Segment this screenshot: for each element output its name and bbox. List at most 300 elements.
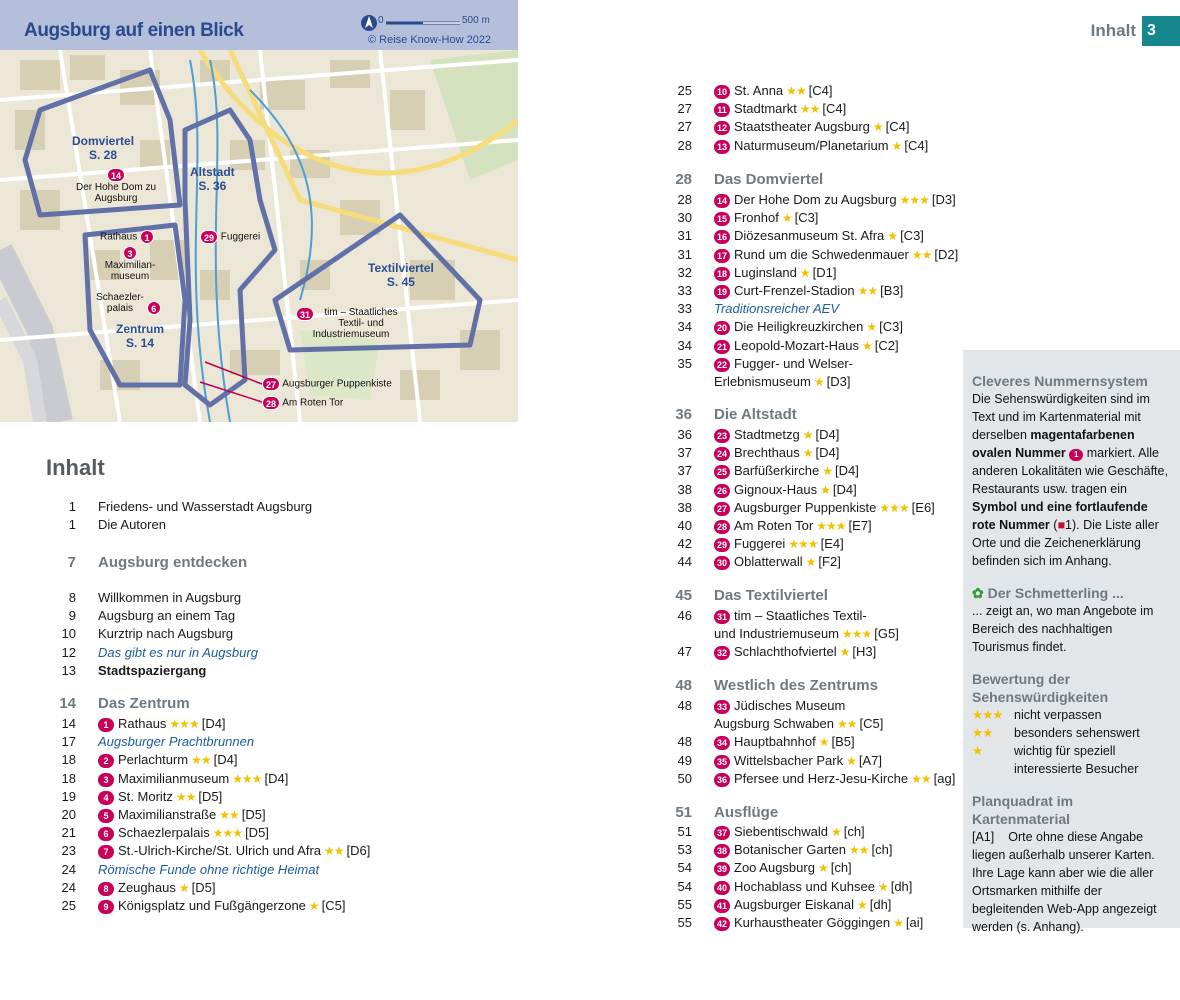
toc-title: Gignoux-Haus bbox=[734, 481, 818, 497]
numbering-bold-b: Symbol und eine fortlaufende rote Nummer bbox=[972, 500, 1148, 532]
toc-page: 49 bbox=[677, 752, 692, 768]
toc-entry[interactable] bbox=[658, 100, 846, 118]
map-grid-ref: [C4] bbox=[808, 83, 833, 98]
toc-entry[interactable] bbox=[42, 589, 241, 607]
toc-text bbox=[714, 318, 903, 336]
numbering-title: Cleveres Nummernsystem bbox=[972, 373, 1148, 389]
map-grid-ref: [D4] bbox=[832, 481, 857, 497]
toc-entry[interactable] bbox=[658, 355, 853, 373]
toc-page: 50 bbox=[677, 770, 692, 786]
map-background bbox=[0, 0, 518, 422]
rating-stars-icon: ★ bbox=[805, 555, 816, 570]
toc-title: Königsplatz und Fußgängerzone bbox=[118, 898, 306, 913]
toc-text bbox=[714, 841, 893, 859]
toc-title: Zoo Augsburg bbox=[734, 860, 815, 876]
section-title: Westlich des Zentrums bbox=[714, 677, 878, 694]
toc-entry[interactable] bbox=[658, 118, 909, 136]
toc-title: St. Moritz bbox=[118, 788, 173, 804]
toc-entry[interactable] bbox=[658, 896, 891, 914]
toc-entry[interactable] bbox=[658, 841, 893, 859]
toc-page: 27 bbox=[677, 101, 692, 117]
rating-stars-icon: ★★★ bbox=[788, 537, 818, 552]
toc-section-heading[interactable] bbox=[42, 553, 247, 573]
poi-puppenkiste[interactable] bbox=[262, 377, 392, 391]
sight-number-badge: 20 bbox=[714, 321, 730, 335]
sight-number-badge: 11 bbox=[714, 103, 730, 117]
toc-entry[interactable] bbox=[42, 842, 370, 860]
map-grid-ref: [D5] bbox=[198, 788, 223, 804]
rating-stars-icon: ★ bbox=[802, 446, 813, 461]
rating-stars-icon: ★★★ bbox=[972, 708, 1003, 722]
toc-entry[interactable] bbox=[42, 715, 226, 733]
map-grid-ref: [C5] bbox=[859, 716, 884, 732]
toc-text bbox=[98, 644, 258, 662]
toc-entry[interactable] bbox=[658, 373, 850, 391]
rating-stars-icon: ★ bbox=[817, 861, 828, 876]
toc-text bbox=[714, 191, 956, 209]
toc-section-heading[interactable] bbox=[658, 676, 878, 696]
map-grid-ref: [C4] bbox=[822, 101, 847, 117]
map-grid-ref: [D5] bbox=[191, 879, 216, 895]
map-grid-ref: [C2] bbox=[874, 337, 899, 353]
rating-stars-icon: ★★ bbox=[836, 717, 857, 732]
sight-number-badge: 36 bbox=[714, 773, 730, 787]
sight-number-badge: 42 bbox=[714, 917, 730, 931]
toc-entry[interactable] bbox=[658, 878, 912, 896]
sight-number-badge: 38 bbox=[714, 844, 730, 858]
map-grid-ref: [A7] bbox=[858, 752, 882, 768]
toc-page: 44 bbox=[677, 554, 692, 570]
toc-entry[interactable] bbox=[658, 264, 837, 282]
toc-title: Hauptbahnhof bbox=[734, 734, 816, 750]
toc-page: 54 bbox=[677, 860, 692, 876]
toc-title: Fronhof bbox=[734, 210, 779, 226]
toc-entry[interactable] bbox=[658, 227, 924, 245]
magenta-pin-icon: 1 bbox=[1069, 449, 1083, 461]
area-page: S. 45 bbox=[386, 275, 415, 289]
toc-page: 34 bbox=[677, 337, 692, 353]
rating-stars-icon: ★★★ bbox=[899, 193, 929, 207]
toc-title: Die Heiligkreuzkirchen bbox=[734, 319, 864, 335]
toc-title: Maximilianstraße bbox=[118, 807, 217, 822]
sight-number-badge: 22 bbox=[714, 358, 730, 372]
sight-number-badge: 10 bbox=[714, 85, 730, 99]
toc-title: Rund um die Schwedenmauer bbox=[734, 246, 909, 262]
toc-page: 20 bbox=[61, 807, 76, 822]
poi-label: Rathaus bbox=[100, 231, 138, 243]
section-page: 48 bbox=[675, 677, 692, 694]
toc-text bbox=[714, 715, 883, 733]
toc-title: Friedens- und Wasserstadt Augsburg bbox=[98, 499, 313, 514]
toc-section-heading[interactable] bbox=[42, 694, 190, 714]
toc-text bbox=[714, 697, 845, 715]
rating-title bbox=[972, 670, 1170, 706]
sight-number-badge: 4 bbox=[98, 791, 114, 805]
rating-description: interessierte Besucher bbox=[1014, 762, 1139, 776]
toc-page: 48 bbox=[677, 734, 692, 750]
rating-legend bbox=[972, 706, 1170, 778]
poi-number: 28 bbox=[262, 396, 280, 410]
toc-entry[interactable] bbox=[658, 300, 839, 318]
toc-entry[interactable] bbox=[658, 426, 839, 444]
rating-stars-icon: ★ bbox=[866, 320, 877, 335]
toc-entry[interactable] bbox=[42, 662, 206, 680]
toc-title: Augsburger Puppenkiste bbox=[734, 499, 877, 515]
rating-stars-icon: ★ bbox=[799, 265, 810, 280]
toc-page: 25 bbox=[61, 898, 76, 913]
toc-page: 24 bbox=[61, 861, 76, 877]
sight-number-badge: 26 bbox=[714, 484, 730, 498]
rating-description: wichtig für speziell bbox=[1014, 744, 1116, 758]
section-page: 36 bbox=[675, 406, 692, 423]
toc-page: 40 bbox=[677, 518, 692, 533]
rating-stars-icon: ★★★ bbox=[842, 627, 872, 642]
rating-stars-icon: ★ bbox=[820, 482, 830, 497]
area-zentrum[interactable] bbox=[116, 322, 164, 350]
toc-text bbox=[98, 897, 346, 915]
toc-title: und Industriemuseum bbox=[714, 626, 840, 642]
toc-title: Fugger- und Welser- bbox=[734, 355, 853, 371]
rating-stars-icon: ★ bbox=[891, 138, 902, 153]
toc-text bbox=[714, 227, 924, 245]
sight-number-badge: 39 bbox=[714, 862, 730, 876]
rating-stars-icon: ★ bbox=[856, 897, 867, 912]
map-title: Augsburg auf einen Blick bbox=[24, 20, 244, 41]
poi-schaezlerpalais[interactable] bbox=[96, 292, 166, 315]
toc-entry[interactable] bbox=[658, 209, 818, 227]
toc-title: Siebentischwald bbox=[734, 824, 828, 839]
area-page: S. 28 bbox=[89, 148, 118, 162]
toc-page: 37 bbox=[677, 445, 692, 461]
toc-entry[interactable] bbox=[42, 625, 233, 643]
grid-text bbox=[972, 828, 1170, 936]
toc-text bbox=[714, 914, 923, 932]
area-name: Altstadt bbox=[190, 165, 235, 179]
rating-stars-icon: ★ bbox=[308, 899, 319, 913]
toc-entry[interactable] bbox=[658, 337, 899, 355]
toc-text bbox=[98, 788, 222, 806]
toc-text bbox=[714, 896, 891, 914]
poi-number: 29 bbox=[200, 230, 218, 244]
toc-title: Naturmuseum/Planetarium bbox=[734, 137, 889, 153]
map-grid-ref: [D6] bbox=[346, 843, 371, 859]
toc-page: 53 bbox=[677, 842, 692, 858]
rating-stars-icon: ★ bbox=[872, 120, 883, 135]
toc-entry[interactable] bbox=[658, 770, 955, 788]
toc-entry[interactable] bbox=[658, 607, 867, 625]
map-grid-ref: [C3] bbox=[879, 319, 903, 335]
toc-title: Das gibt es nur in Augsburg bbox=[98, 644, 258, 660]
toc-title: Willkommen in Augsburg bbox=[98, 590, 242, 605]
toc-text bbox=[714, 337, 899, 355]
toc-entry[interactable] bbox=[658, 535, 844, 553]
toc-entry[interactable] bbox=[42, 644, 258, 662]
toc-title: Jüdisches Museum bbox=[734, 698, 846, 713]
toc-text bbox=[714, 246, 958, 264]
toc-page: 10 bbox=[61, 626, 76, 642]
grid-body: Orte ohne diese Angabe liegen außerhalb unserer Karten. Ihre Lage kann aber wie die aller Ortsmarken mithilfe der begleitenden Web-App angezeigt werden (s. Anhang). bbox=[972, 830, 1157, 934]
toc-text bbox=[714, 118, 909, 136]
toc-page: 31 bbox=[677, 246, 692, 262]
toc-text bbox=[714, 770, 955, 788]
toc-section-heading[interactable] bbox=[658, 586, 828, 606]
sight-number-badge: 33 bbox=[714, 700, 730, 714]
toc-entry[interactable] bbox=[658, 82, 833, 100]
map-grid-ref: [D5] bbox=[241, 807, 266, 822]
toc-text bbox=[714, 462, 859, 480]
map-grid-ref: [ag] bbox=[933, 770, 956, 786]
map-grid-ref: [C5] bbox=[321, 898, 346, 913]
poi-number: 27 bbox=[262, 377, 280, 391]
page-header-label: Inhalt bbox=[1090, 21, 1136, 40]
rating-stars-icon: ★ bbox=[893, 916, 903, 930]
map-grid-ref: [C3] bbox=[900, 228, 924, 244]
toc-heading: Inhalt bbox=[46, 455, 105, 480]
poi-number: 1 bbox=[140, 230, 154, 244]
toc-text bbox=[714, 823, 865, 841]
toc-entry[interactable] bbox=[658, 625, 899, 643]
toc-text bbox=[714, 373, 850, 391]
toc-title: Schlachthofviertel bbox=[734, 644, 837, 660]
numbering-pin2: 1 bbox=[1065, 518, 1072, 532]
toc-entry[interactable] bbox=[658, 697, 845, 715]
poi-number: 3 bbox=[123, 246, 137, 260]
toc-title: Der Hohe Dom zu Augsburg bbox=[734, 192, 897, 207]
toc-text bbox=[714, 535, 844, 553]
toc-entry[interactable] bbox=[658, 643, 876, 661]
rating-stars-icon: ★★ bbox=[799, 102, 820, 117]
toc-page: 25 bbox=[677, 83, 692, 98]
toc-entry[interactable] bbox=[42, 770, 288, 788]
sight-number-badge: 40 bbox=[714, 881, 730, 895]
butterfly-icon: ✿ bbox=[972, 585, 984, 601]
toc-title: Stadtmarkt bbox=[734, 101, 797, 117]
toc-entry[interactable] bbox=[42, 897, 346, 915]
sight-number-badge: 27 bbox=[714, 502, 730, 516]
toc-section-heading[interactable] bbox=[658, 170, 823, 190]
toc-page: 9 bbox=[68, 608, 76, 624]
toc-title: Wittelsbacher Park bbox=[734, 752, 844, 768]
poi-label: Der Hohe Dom zu Augsburg bbox=[75, 182, 157, 204]
toc-entry[interactable] bbox=[658, 517, 872, 535]
toc-text bbox=[98, 516, 166, 534]
toc-entry[interactable] bbox=[42, 733, 254, 751]
section-page: 14 bbox=[59, 695, 76, 712]
map-grid-ref: [ch] bbox=[830, 860, 852, 876]
area-name: Zentrum bbox=[116, 322, 164, 336]
area-page: S. 36 bbox=[198, 179, 227, 193]
toc-page: 17 bbox=[61, 734, 76, 750]
red-symbol-icon: ■ bbox=[1057, 518, 1066, 532]
map-grid-ref: [C4] bbox=[904, 137, 929, 153]
toc-entry[interactable] bbox=[42, 806, 266, 824]
overview-map bbox=[0, 0, 518, 422]
toc-page: 42 bbox=[677, 536, 692, 552]
section-page: 28 bbox=[675, 171, 692, 188]
page-header bbox=[1091, 16, 1180, 46]
poi-label: Am Roten Tor bbox=[282, 397, 344, 409]
section-title: Das Domviertel bbox=[714, 171, 824, 188]
map-grid-ref: [B3] bbox=[880, 283, 904, 298]
toc-page: 32 bbox=[677, 264, 692, 280]
sight-number-badge: 18 bbox=[714, 267, 730, 281]
rating-legend-row bbox=[972, 706, 1170, 724]
toc-text bbox=[714, 137, 928, 155]
rating-title-b: Sehenswürdigkeiten bbox=[972, 689, 1109, 705]
poi-label: tim – Staatliches Textil- und Industriemuseum bbox=[312, 307, 398, 340]
toc-title: Rathaus bbox=[118, 716, 167, 731]
sight-number-badge: 13 bbox=[714, 140, 730, 154]
sight-number-badge: 25 bbox=[714, 465, 730, 479]
toc-title: Pfersee und Herz-Jesu-Kirche bbox=[734, 770, 909, 786]
area-name: Domviertel bbox=[72, 134, 135, 148]
toc-title: Staatstheater Augsburg bbox=[734, 119, 870, 135]
toc-entry[interactable] bbox=[658, 823, 865, 841]
toc-entry[interactable] bbox=[658, 553, 841, 571]
toc-title: Am Roten Tor bbox=[734, 518, 814, 533]
grid-label: [A1] bbox=[972, 830, 995, 844]
toc-entry[interactable] bbox=[658, 752, 882, 770]
toc-page: 21 bbox=[61, 825, 76, 841]
sight-number-badge: 37 bbox=[714, 826, 730, 840]
scale-start: 0 bbox=[378, 15, 384, 26]
sight-number-badge: 3 bbox=[98, 773, 114, 787]
sight-number-badge: 28 bbox=[714, 520, 730, 534]
toc-entry[interactable] bbox=[658, 462, 859, 480]
toc-title: St.-Ulrich-Kirche/St. Ulrich und Afra bbox=[118, 843, 322, 859]
area-domviertel[interactable] bbox=[72, 134, 134, 162]
poi-number: 14 bbox=[107, 168, 125, 182]
toc-title: Die Autoren bbox=[98, 517, 166, 533]
toc-entry[interactable] bbox=[42, 824, 269, 842]
toc-title: Diözesanmuseum St. Afra bbox=[734, 228, 885, 244]
rating-stars-icon: ★ bbox=[781, 211, 792, 226]
rating-stars-icon: ★★ bbox=[911, 771, 931, 786]
section-title: Augsburg entdecken bbox=[98, 554, 248, 571]
toc-title: Hochablass und Kuhsee bbox=[734, 878, 875, 894]
toc-entry[interactable] bbox=[42, 516, 166, 534]
toc-page: 31 bbox=[677, 228, 692, 244]
page-number: 3 bbox=[1142, 16, 1180, 46]
rating-stars-icon: ★★ bbox=[191, 753, 211, 768]
toc-text bbox=[714, 82, 833, 100]
toc-title: Maximilianmuseum bbox=[118, 770, 230, 786]
toc-text bbox=[98, 751, 237, 769]
toc-text bbox=[98, 861, 319, 879]
toc-text bbox=[714, 878, 912, 896]
sight-number-badge: 16 bbox=[714, 230, 730, 244]
poi-dom[interactable] bbox=[66, 168, 166, 204]
toc-entry[interactable] bbox=[658, 914, 923, 932]
map-grid-ref: [H3] bbox=[852, 644, 877, 660]
numbering-text-b: markiert. Alle anderen Lokalitäten wie Geschäfte, Restaurants usw. tragen ein bbox=[972, 446, 1168, 496]
toc-entry[interactable] bbox=[658, 137, 928, 155]
map-grid-ref: [D2] bbox=[934, 246, 959, 262]
toc-page: 34 bbox=[677, 319, 692, 335]
map-grid-ref: [D1] bbox=[812, 264, 837, 280]
toc-page: 14 bbox=[61, 716, 76, 731]
area-name: Textilviertel bbox=[368, 261, 434, 275]
rating-stars-icon: ★★ bbox=[219, 808, 239, 822]
area-altstadt[interactable] bbox=[190, 165, 235, 193]
toc-title: Kurhaustheater Göggingen bbox=[734, 915, 891, 930]
area-textilviertel[interactable] bbox=[368, 261, 434, 289]
toc-entry[interactable] bbox=[42, 788, 222, 806]
toc-entry[interactable] bbox=[658, 481, 857, 499]
numbering-text-d: ). Die Liste aller Orte und die Zeichenerklärung befinden sich im Anhang. bbox=[972, 518, 1159, 568]
toc-page: 18 bbox=[61, 770, 76, 786]
poi-label: Schaezler-palais bbox=[96, 292, 144, 314]
toc-title: Augsburg an einem Tag bbox=[98, 608, 236, 624]
poi-label: Fuggerei bbox=[220, 231, 261, 243]
toc-title: Curt-Frenzel-Stadion bbox=[734, 283, 855, 298]
rating-stars-icon: ★ bbox=[862, 338, 872, 353]
toc-entry[interactable] bbox=[658, 282, 903, 300]
toc-entry[interactable] bbox=[658, 859, 852, 877]
toc-page: 46 bbox=[677, 608, 692, 623]
rating-stars-icon: ★★ bbox=[324, 844, 344, 859]
map-grid-ref: [C4] bbox=[885, 119, 910, 135]
toc-entry[interactable] bbox=[42, 861, 319, 879]
toc-text bbox=[714, 553, 841, 571]
toc-entry[interactable] bbox=[658, 499, 935, 517]
toc-title: Fuggerei bbox=[734, 536, 786, 552]
toc-entry[interactable] bbox=[42, 498, 312, 516]
toc-entry[interactable] bbox=[658, 715, 883, 733]
sight-number-badge: 15 bbox=[714, 212, 730, 226]
map-copyright: © Reise Know-How 2022 bbox=[368, 34, 492, 46]
map-grid-ref: [E6] bbox=[911, 499, 935, 515]
poi-maximilianmuseum[interactable] bbox=[100, 246, 160, 282]
poi-rathaus[interactable] bbox=[100, 230, 154, 244]
rating-stars-icon: ★★★ bbox=[212, 826, 243, 841]
toc-text bbox=[714, 859, 852, 877]
toc-text bbox=[714, 100, 846, 118]
toc-entry[interactable] bbox=[42, 607, 235, 625]
toc-entry[interactable] bbox=[42, 751, 237, 769]
toc-page: 19 bbox=[61, 788, 76, 804]
scale-end: 500 m bbox=[462, 15, 490, 26]
map-grid-ref: [E7] bbox=[848, 518, 872, 533]
toc-entry[interactable] bbox=[658, 733, 855, 751]
toc-entry[interactable] bbox=[658, 318, 903, 336]
poi-tim[interactable] bbox=[296, 307, 426, 340]
toc-entry[interactable] bbox=[658, 191, 956, 209]
toc-page: 30 bbox=[677, 210, 692, 226]
section-page: 45 bbox=[675, 587, 692, 604]
toc-page bbox=[658, 625, 692, 643]
poi-roten-tor[interactable] bbox=[262, 396, 343, 410]
info-sidebar bbox=[963, 350, 1180, 934]
toc-entry[interactable] bbox=[42, 879, 215, 897]
toc-entry[interactable] bbox=[658, 246, 958, 264]
toc-title: Brechthaus bbox=[734, 445, 800, 461]
toc-entry[interactable] bbox=[658, 444, 839, 462]
toc-section-heading[interactable] bbox=[658, 803, 778, 823]
map-grid-ref: [ch] bbox=[843, 824, 865, 839]
map-grid-ref: [D3] bbox=[826, 374, 851, 389]
toc-title: tim – Staatliches Textil- bbox=[734, 608, 867, 623]
sight-number-badge: 23 bbox=[714, 429, 730, 443]
map-grid-ref: [C3] bbox=[794, 210, 819, 226]
map-grid-ref: [D4] bbox=[264, 770, 289, 786]
toc-section-heading[interactable] bbox=[658, 405, 797, 425]
poi-fuggerei[interactable] bbox=[200, 230, 260, 244]
map-grid-ref: [D4] bbox=[213, 752, 238, 768]
toc-title: Stadtmetzg bbox=[734, 427, 800, 442]
sight-number-badge: 7 bbox=[98, 845, 114, 859]
rating-stars-icon: ★★★ bbox=[879, 500, 909, 515]
